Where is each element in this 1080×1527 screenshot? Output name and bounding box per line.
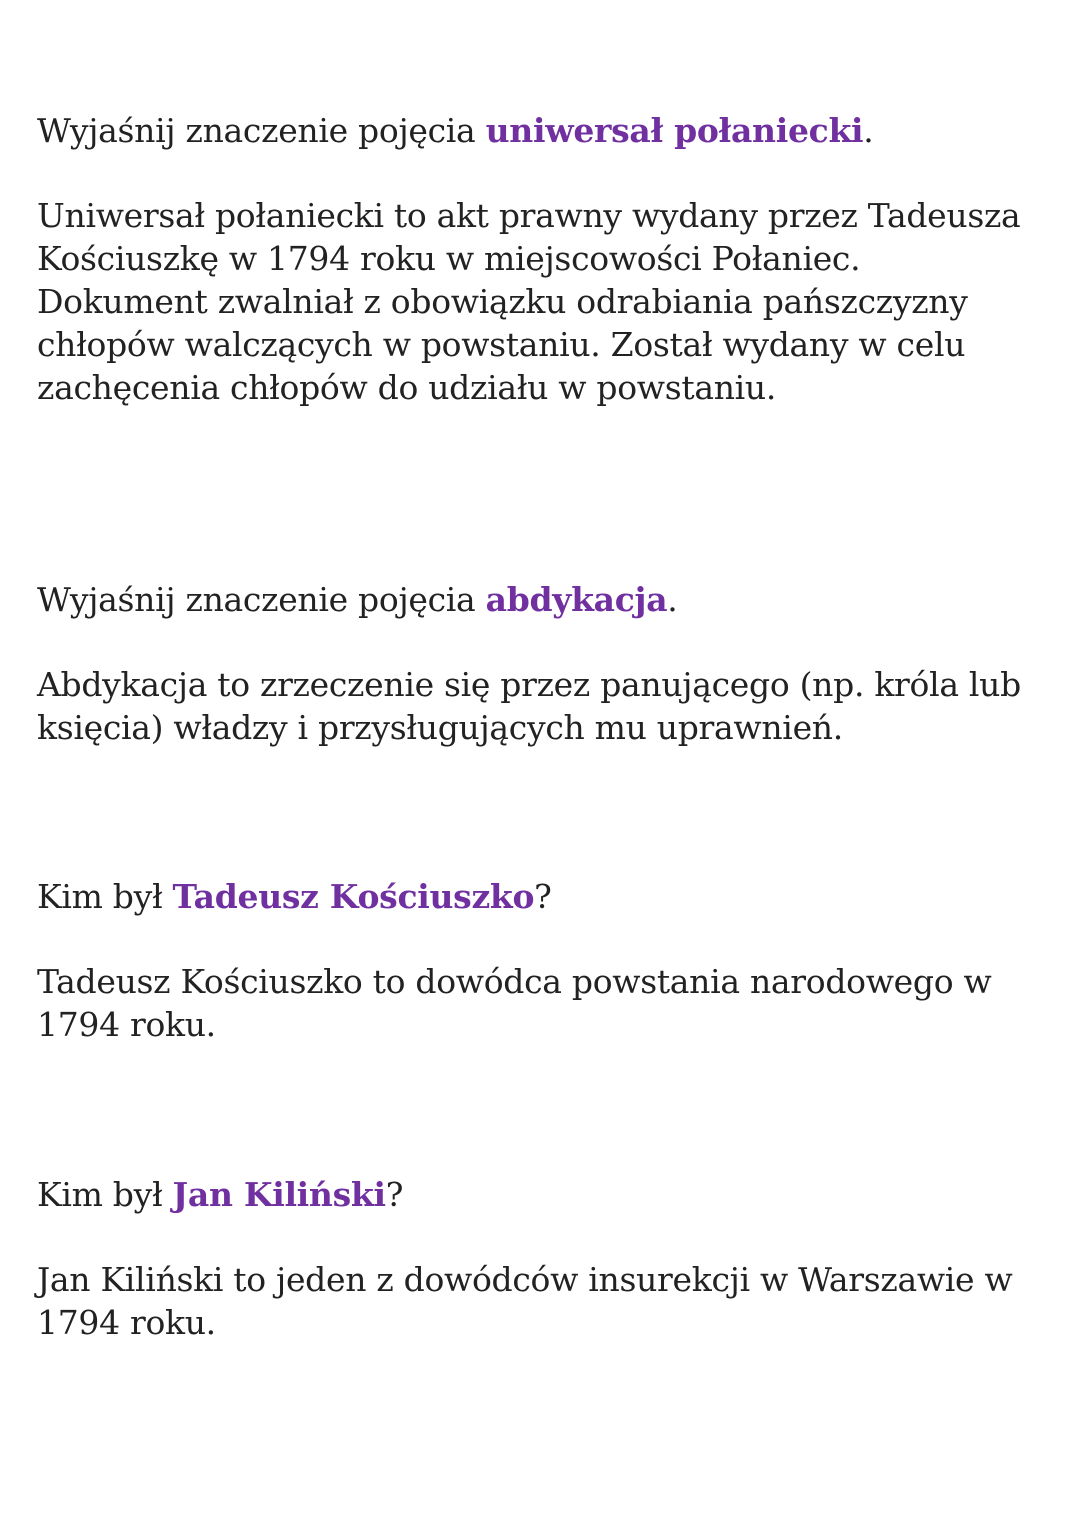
answer-text: Abdykacja to zrzeczenie się przez panującego (np. króla lub księcia) władzy i przysługujących mu uprawnień.	[37, 665, 1021, 747]
highlighted-term: uniwersał połaniecki	[485, 111, 864, 150]
question-heading	[37, 110, 1037, 152]
qa-section-abdykacja	[37, 579, 1037, 749]
qa-section-uniwersal	[37, 110, 1037, 409]
question-heading	[37, 876, 1037, 918]
question-prefix: Kim był	[37, 1175, 173, 1214]
question-suffix: ?	[385, 1175, 404, 1214]
question-suffix: .	[863, 111, 874, 150]
question-prefix: Kim był	[37, 877, 173, 916]
question-heading	[37, 579, 1037, 621]
question-suffix: ?	[534, 877, 552, 916]
question-suffix: .	[667, 580, 678, 619]
highlighted-term: abdykacja	[485, 580, 668, 619]
qa-section-kosciuszko	[37, 876, 1037, 1046]
highlighted-term: Jan Kiliński	[172, 1175, 386, 1214]
question-heading	[37, 1174, 1037, 1216]
qa-section-kilinski	[37, 1174, 1037, 1344]
answer-text: Jan Kiliński to jeden z dowódców insurekcji w Warszawie w 1794 roku.	[37, 1260, 1013, 1342]
answer-text: Uniwersał połaniecki to akt prawny wydany przez Tadeusza Kościuszkę w 1794 roku w miejscowości Połaniec. Dokument zwalniał z obowiązku odrabiania pańszczyzny chłopów walczących w powstaniu. Został wydany w celu zachęcenia chłopów do udziału w powstaniu.	[37, 196, 1021, 407]
highlighted-term: Tadeusz Kościuszko	[172, 877, 535, 916]
answer-text: Tadeusz Kościuszko to dowódca powstania narodowego w 1794 roku.	[37, 962, 992, 1044]
question-prefix: Wyjaśnij znaczenie pojęcia	[37, 111, 486, 150]
question-prefix: Wyjaśnij znaczenie pojęcia	[37, 580, 486, 619]
